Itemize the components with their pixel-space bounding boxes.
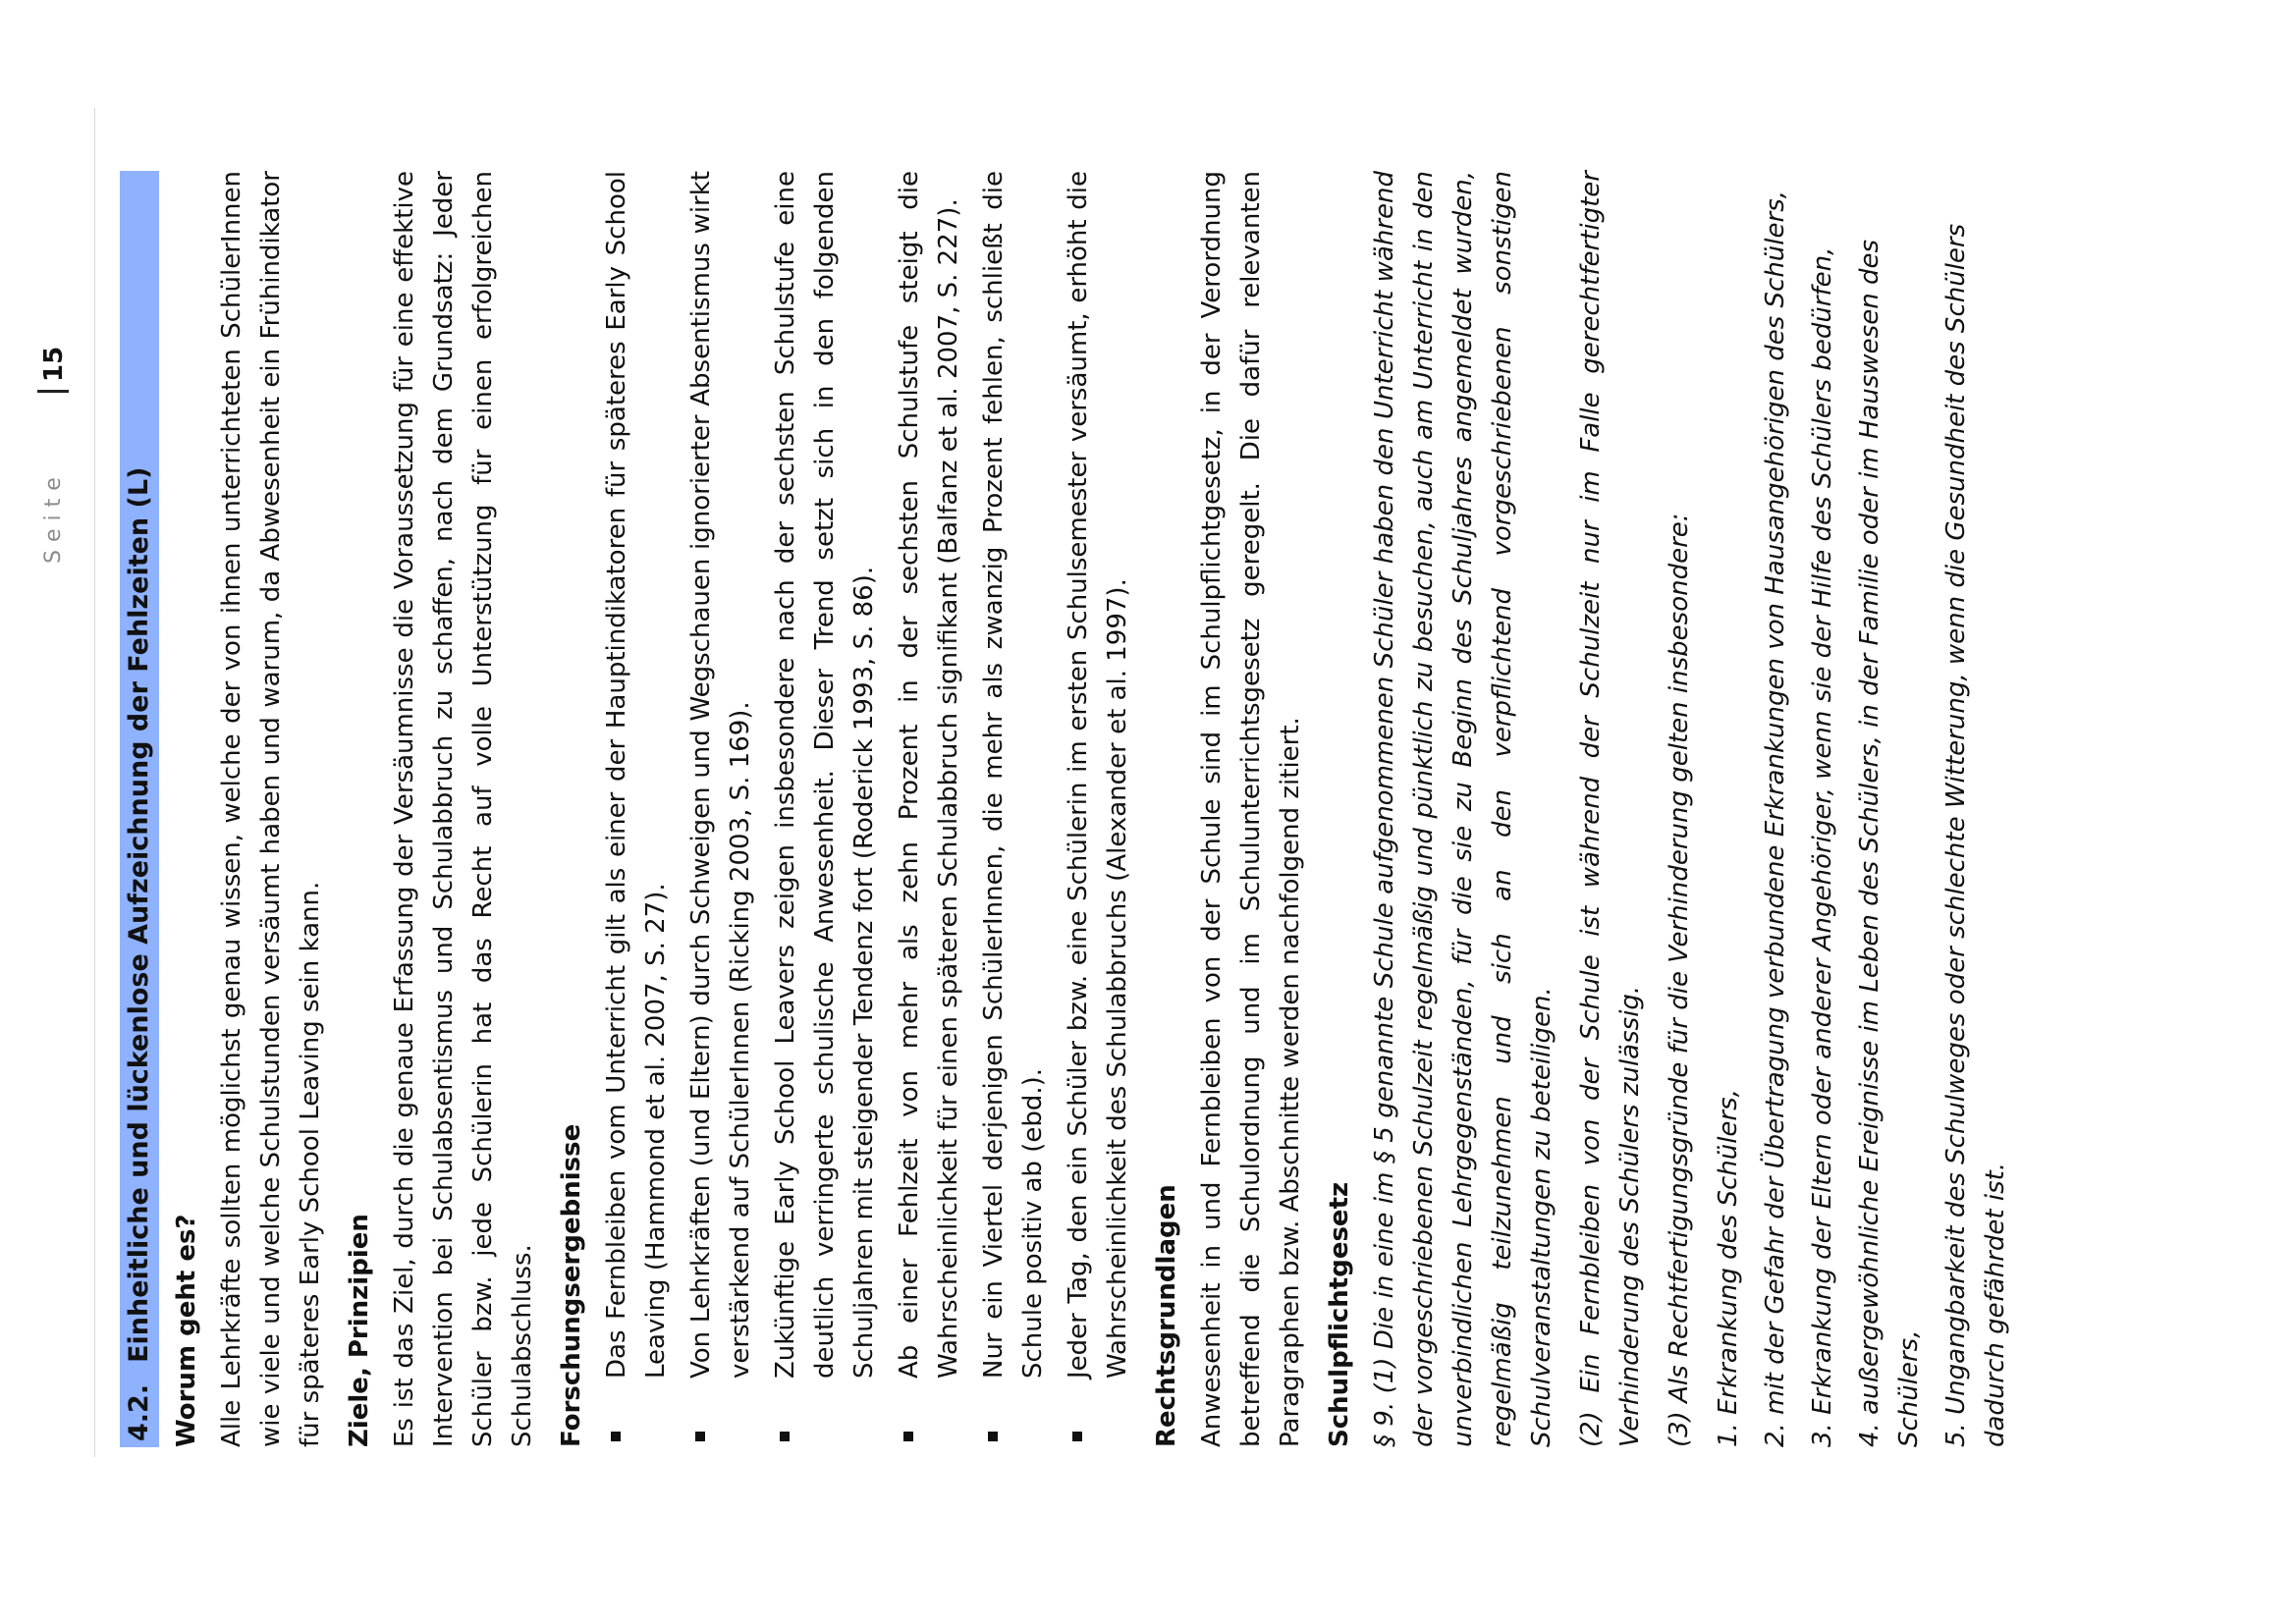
law-reason-item: 1. Erkrankung des Schülers, — [1714, 1089, 1743, 1447]
law-paragraph-2: (2) Ein Fernbleiben von der Schule ist während der Schulzeit nur im Falle gerechtfertigter Verhinderung des Schülers zulässig. — [1576, 171, 1645, 1447]
ziele-heading: Ziele, Prinzipien — [345, 1214, 374, 1447]
list-item — [597, 171, 676, 1447]
recht-text: Anwesenheit in und Fernbleiben von der Schule sind im Schulpflichtgesetz, in der Verordnung betreffend die Schulordnung und im Schulunterrichtsgesetz geregelt. Die dafür relevanten Paragraphen bzw. Abschnitte werden nachfolgend zitiert. — [1197, 171, 1305, 1447]
worum-text: Alle Lehrkräfte sollten möglichst genau wissen, welche der von ihnen unterrichteten SchülerInnen wie viele und welche Schulstunden versäumt haben und warum, da Abwesenheit ein Frühindikator für späteres Early School Leaving sein kann. — [217, 171, 325, 1447]
list-item — [682, 171, 760, 1447]
law-paragraph-1: § 9. (1) Die in eine im § 5 genannte Schule aufgenommenen Schüler haben den Unterricht während der vorgeschriebenen Schulzeit regelmäßig und pünktlich zu besuchen, auch am Unterricht in den unverbindlichen Lehrgegenständen, für die sie zu Beginn des Schuljahres angemeldet wurden, regelmäßig teilzunehmen und sich an den verpflichtend vorgeschriebenen sonstigen Schulveranstaltungen zu beteiligen. — [1370, 171, 1557, 1447]
section-number: 4.2. — [124, 1383, 154, 1441]
header-rule — [94, 108, 95, 1457]
page-number: 15 — [39, 346, 69, 382]
list-item — [1059, 171, 1137, 1447]
list-item — [974, 171, 1053, 1447]
recht-heading: Rechtsgrundlagen — [1152, 1184, 1181, 1447]
section-title: Einheitliche und lückenlose Aufzeichnung der Fehlzeiten (L) — [124, 466, 154, 1363]
list-item-text: Ab einer Fehlzeit von mehr als zehn Prozent in der sechsten Schulstufe steigt die Wahrscheinlichkeit für einen späteren Schulabbruch signifikant (Balfanz et al. 2007, S. 227). — [895, 171, 963, 1379]
ziele-text: Es ist das Ziel, durch die genaue Erfassung der Versäumnisse die Voraussetzung für eine effektive Intervention bei Schulabsentismus und Schulabbruch zu schaffen, nach dem Grundsatz: Jeder Schüler bzw. jede Schülerin hat das Recht auf volle Unterstützung für einen erfolgreichen Schulabschluss. — [390, 171, 537, 1447]
bullet-icon — [695, 1432, 705, 1441]
list-item-text: Von Lehrkräften (und Eltern) durch Schweigen und Wegschauen ignorierter Absentismus wirkt verstärkend auf SchülerInnen (Ricking 2003, S. 169). — [686, 171, 755, 1379]
page-content — [120, 171, 2023, 1447]
section-heading — [120, 171, 159, 1447]
law-reasons-list — [1709, 171, 2015, 1447]
forschung-list — [597, 171, 1137, 1447]
page-label: Seite — [41, 469, 66, 564]
page-header — [0, 0, 118, 1624]
schulpflicht-heading: Schulpflichtgesetz — [1325, 1181, 1354, 1447]
list-item-text: Das Fernbleiben vom Unterricht gilt als einer der Hauptindikatoren für späteres Early School Leaving (Hammond et al. 2007, S. 27). — [602, 171, 671, 1379]
worum-heading: Worum geht es? — [172, 1214, 201, 1447]
bullet-icon — [780, 1432, 790, 1441]
law-reason-item: 2. mit der Gefahr der Übertragung verbundene Erkrankungen von Hausangehörigen des Schülers, — [1761, 189, 1790, 1447]
law-reason-item: 4. außergewöhnliche Ereignisse im Leben des Schülers, in der Familie oder im Hauswesen des Schülers, — [1855, 240, 1924, 1447]
list-item — [766, 171, 884, 1447]
forschung-heading: Forschungsergebnisse — [557, 1123, 586, 1447]
page-number-separator — [37, 390, 69, 393]
list-item-text: Zukünftige Early School Leavers zeigen insbesondere nach der sechsten Schulstufe eine deutlich verringerte schulische Anwesenheit. Dieser Trend setzt sich in den folgenden Schuljahren mit steigender Tendenz fort (Roderick 1993, S. 86). — [771, 171, 879, 1379]
bullet-icon — [988, 1432, 998, 1441]
law-reason-item: 3. Erkrankung der Eltern oder anderer Angehöriger, wenn sie der Hilfe des Schülers bedürfen, — [1808, 246, 1837, 1447]
bullet-icon — [611, 1432, 621, 1441]
law-reason-item: 5. Ungangbarkeit des Schulweges oder schlechte Witterung, wenn die Gesundheit des Schülers dadurch gefährdet ist. — [1941, 223, 2010, 1447]
bullet-icon — [903, 1432, 913, 1441]
bullet-icon — [1072, 1432, 1082, 1441]
list-item-text: Nur ein Viertel derjenigen SchülerInnen, die mehr als zwanzig Prozent fehlen, schließt die Schule positiv ab (ebd.). — [979, 171, 1048, 1379]
list-item — [890, 171, 968, 1447]
law-paragraph-3: (3) Als Rechtfertigungsgründe für die Verhinderung gelten insbesondere: — [1665, 513, 1694, 1447]
list-item-text: Jeder Tag, den ein Schüler bzw. eine Schülerin im ersten Schulsemester versäumt, erhöht die Wahrscheinlichkeit des Schulabbruchs (Alexander et al. 1997). — [1064, 171, 1132, 1379]
